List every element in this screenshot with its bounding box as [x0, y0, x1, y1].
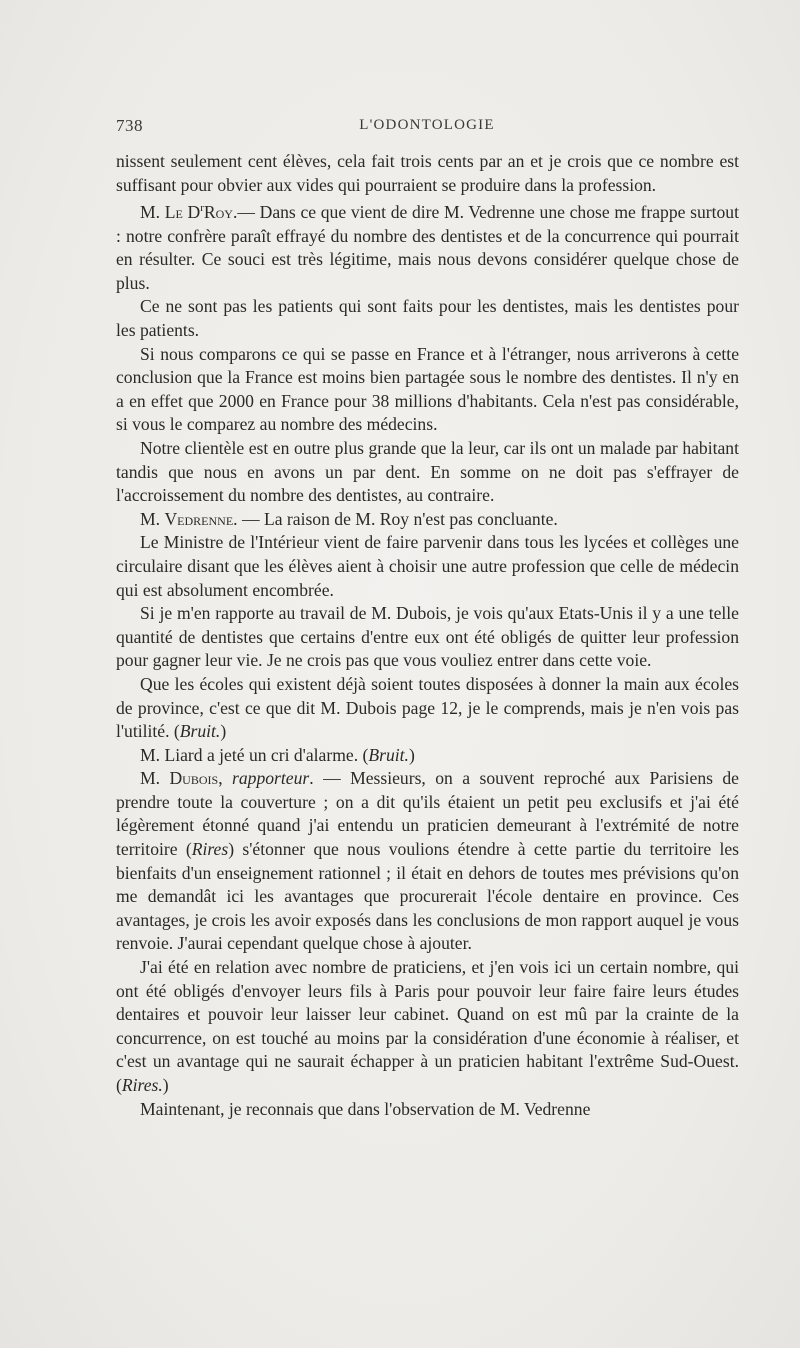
- paragraph-text: ): [408, 744, 415, 765]
- paragraph-text: Vedrenne: [164, 508, 234, 529]
- paragraph-text: Rires.: [121, 1075, 163, 1096]
- paragraph-text: ): [220, 721, 227, 742]
- paragraph: [116, 508, 739, 532]
- paragraph: [116, 767, 739, 956]
- paragraph: [116, 343, 739, 437]
- paragraph-text: M.: [140, 508, 165, 529]
- paragraph-text: Bruit.: [368, 744, 409, 765]
- paragraph-text: Rires: [191, 839, 229, 860]
- paragraph-text: M.: [140, 768, 170, 789]
- paragraph-text: Si nous comparons ce qui se passe en France et à l'étranger, nous arriverons à cette conclusion que la France est moins bien partagée sous le nombre des dentistes. Il n'y en a en effet que 2000 en France pour 38 millions d'habitants. Cela n'est pas considérable, si vous le comparez au nombre des médecins.: [116, 343, 739, 435]
- paragraph: [116, 956, 739, 1098]
- paragraph: [116, 150, 739, 197]
- paragraph-text: Ce ne sont pas les patients qui sont faits pour les dentistes, mais les dentistes pour les patients.: [116, 296, 739, 341]
- paragraph-text: .— Dans ce que vient de dire M. Vedrenne une chose me frappe surtout : notre confrère paraît effrayé du nombre des dentistes et de la concurrence qui pourrait en résulter. Ce souci est très légitime, mais nous devons considérer quelque chose de plus.: [116, 202, 739, 293]
- paragraph-text: D: [182, 202, 201, 223]
- paragraph: [116, 531, 739, 602]
- paragraph-text: Maintenant, je reconnais que dans l'observation de M. Vedrenne: [140, 1098, 591, 1119]
- paragraph-text: ,: [218, 768, 233, 789]
- paragraph: [116, 1098, 739, 1122]
- running-title: L'ODONTOLOGIE: [359, 117, 495, 133]
- paragraph-text: M. Liard a jeté un cri d'alarme. (: [140, 744, 369, 765]
- paragraph-text: r: [200, 202, 204, 215]
- paragraph-text: ) s'étonner que nous voulions étendre à cette partie du territoire les bienfaits d'un enseignement rationnel ; il était en dehors de toutes mes prévisions qu'on me demandât ici les avantages que procurerait l'école dentaire en province. Ces avantages, je crois les avoir exposés dans les conclusions de mon rapport auquel je vous renvoie. J'aurai cependant quelque chose à ajouter.: [116, 839, 739, 954]
- paragraph-text: Que les écoles qui existent déjà soient toutes disposées à donner la main aux écoles de province, c'est ce que dit M. Dubois page 12, je le comprends, mais je n'en vois pas l'utilité. (: [116, 673, 739, 742]
- paragraph: [116, 295, 739, 342]
- paragraph-text: M.: [140, 202, 165, 223]
- paragraph-text: rapporteur: [232, 768, 310, 789]
- paragraph-text: Dubois: [169, 768, 219, 789]
- page-header: [116, 116, 738, 140]
- body-text: [116, 150, 739, 1121]
- paragraph-text: nissent seulement cent élèves, cela fait trois cents par an et je crois que ce nombre est suffisant pour obvier aux vides qui pourraient se produire dans la profession.: [116, 151, 739, 195]
- paragraph: [116, 744, 739, 768]
- page-number: 738: [116, 116, 143, 135]
- paragraph-text: Notre clientèle est en outre plus grande que la leur, car ils ont un malade par habitant tandis que nous en avons un par dent. En somme on ne doit pas s'effrayer de l'accroissement du nombre des dentistes, au contraire.: [116, 437, 739, 506]
- paragraph-text: Le: [164, 202, 183, 223]
- paragraph-text: Bruit.: [179, 721, 221, 742]
- paragraph: [116, 437, 739, 508]
- paragraph-text: Le Ministre de l'Intérieur vient de faire parvenir dans tous les lycées et collèges une circulaire disant que les élèves aient à choisir une autre profession que celle de médecin qui est absolument encombrée.: [116, 532, 739, 600]
- paragraph: [116, 602, 739, 673]
- paragraph: [116, 197, 739, 295]
- paragraph-text: . — Messieurs, on a souvent reproché aux Parisiens de prendre toute la couverture ; on a dit qu'ils étaient un petit peu exclusifs et j'ai été légèrement étonné quand j'ai entendu un praticien demeurant à l'extrémité de notre territoire (: [116, 768, 739, 860]
- paragraph: [116, 673, 739, 744]
- paragraph-text: Roy: [203, 202, 233, 223]
- paragraph-text: ): [162, 1075, 169, 1096]
- paragraph-text: . — La raison de M. Roy n'est pas concluante.: [233, 508, 558, 529]
- paragraph-text: Si je m'en rapporte au travail de M. Dubois, je vois qu'aux Etats-Unis il y a une telle quantité de dentistes que certains d'entre eux ont été obligés de quitter leur profession pour gagner leur vie. Je ne crois pas que vous vouliez entrer dans cette voie.: [116, 603, 739, 671]
- paragraph-text: J'ai été en relation avec nombre de praticiens, et j'en vois ici un certain nombre, qui ont été obligés d'envoyer leurs fils à Paris pour pouvoir leur faire faire leurs études dentaires et pouvoir leur laisser leur cabinet. Quand on est mû par la crainte de la concurrence, on est touché au moins par la considération d'une économie à réaliser, et c'est un avantage qui ne saurait échapper à un praticien habitant l'extrême Sud-Ouest. (: [116, 957, 739, 1096]
